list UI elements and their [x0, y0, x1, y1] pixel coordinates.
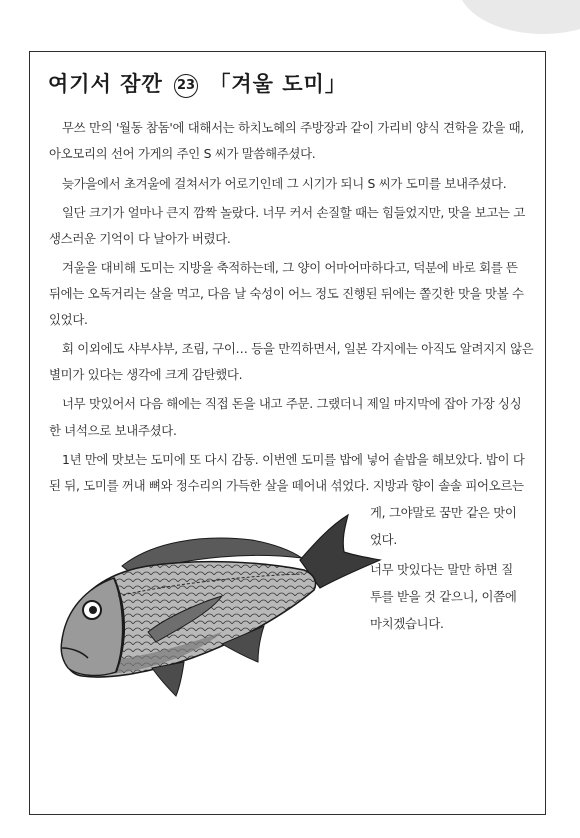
ventral-fin — [152, 662, 184, 696]
sea-bream-illustration — [52, 512, 392, 702]
fish-head — [61, 578, 122, 675]
body-line: 너무 맛있어서 다음 해에는 직접 돈을 내고 주문. 그랬더니 제일 마지막에 잡아 가장 싱싱 — [62, 396, 522, 411]
body-line: 일단 크기가 얼마나 큰지 깜짝 놀랐다. 너무 커서 손질할 때는 힘들었지만, 맛을 보고는 고 — [62, 205, 526, 220]
title-number-badge: 23 — [174, 74, 198, 98]
body-line: 마치겠습니다. — [370, 616, 444, 631]
body-line: 게, 그야말로 꿈만 같은 맛이 — [370, 505, 517, 520]
body-line: 별미가 있다는 생각에 크게 감탄했다. — [49, 367, 243, 382]
body-line: 무쓰 만의 '월동 참돔'에 대해서는 하치노헤의 주방장과 같이 가리비 양식 견학을 갔을 때, — [62, 120, 524, 135]
body-line: 된 뒤, 도미를 꺼내 뼈와 정수리의 가득한 살을 떼어내 섞었다. 지방과 향이 솔솔 피어오르는 — [49, 478, 524, 493]
body-line: 1년 만에 맛보는 도미에 또 다시 감동. 이번엔 도미를 밥에 넣어 솥밥을 해보았다. 밥이 다 — [62, 452, 525, 467]
body-line: 있었다. — [49, 312, 88, 327]
page-corner-tab — [458, 0, 580, 34]
body-line: 아오모리의 선어 가게의 주인 S 씨가 말씀해주셨다. — [49, 146, 316, 161]
body-line: 한 녀석으로 보내주셨다. — [49, 423, 177, 438]
body-line: 겨울을 대비해 도미는 지방을 축적하는데, 그 양이 어마어마하다고, 덕분에 바로 회를 뜬 — [62, 260, 518, 275]
body-line: 투를 받을 것 같으니, 이쯤에 — [370, 589, 517, 604]
title-main: 「겨울 도미」 — [209, 72, 347, 96]
title-prefix: 여기서 잠깐 — [48, 72, 163, 96]
body-line: 회 이외에도 샤부샤부, 조림, 구이… 등을 만끽하면서, 일본 각지에는 아직도 알려지지 않은 — [62, 341, 534, 356]
body-line: 늦가을에서 초겨울에 걸쳐서가 어로기인데 그 시기가 되니 S 씨가 도미를 보내주셨다. — [62, 176, 507, 191]
column-title — [48, 68, 347, 98]
body-line: 었다. — [370, 532, 397, 547]
body-line: 너무 맛있다는 말만 하면 질 — [370, 562, 513, 577]
body-line: 생스러운 기억이 다 날아가 버렸다. — [49, 231, 231, 246]
body-line: 뒤에는 오독거리는 살을 먹고, 다음 날 숙성이 어느 정도 진행된 뒤에는 쫄깃한 맛을 맛볼 수 — [49, 286, 524, 301]
